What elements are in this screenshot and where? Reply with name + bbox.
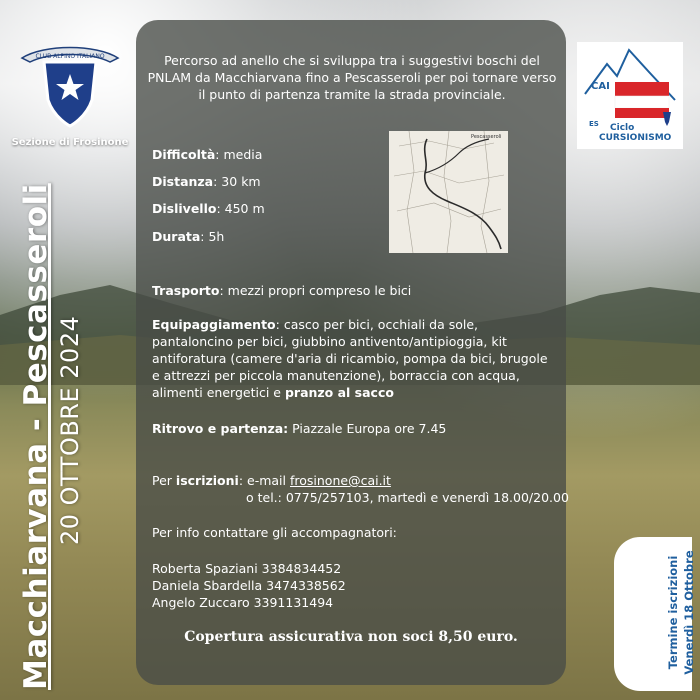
intro-text: Percorso ad anello che si sviluppa tra i suggestivi boschi del PNLAM da Macchiarvana fino a Pescasseroli per poi tornare verso il punto di partenza tramite la strada provinciale. [147,53,557,102]
equipment-label: Equipaggiamento [152,317,276,332]
equipment-text: alimenti energetici e [152,385,285,400]
equipment-block [152,316,562,401]
signup-prefix: Per [152,473,176,488]
transport-label: Trasporto [152,283,220,298]
section-caption: Sezione di Frosinone [11,137,129,148]
equipment-line [152,316,562,333]
detail-distance [152,173,261,190]
equipment-text: : casco per bici, occhiali da sole, [275,317,479,332]
detail-value: : 450 m [216,201,265,216]
meeting-label: Ritrovo e partenza: [152,421,289,436]
deadline-text [665,545,697,680]
deadline-line2: Venerdì 18 Ottobre [682,550,696,675]
emblem-text: CLUB ALPINO ITALIANO [35,53,105,60]
event-date: 20 OTTOBRE 2024 [56,315,84,545]
guide-item: Daniela Sbardella 3474338562 [152,578,346,593]
logo-ciclo-text: Ciclo [610,123,635,133]
signup-phone: o tel.: 0775/257103, martedì e venerdì 18.00/20.00 [246,490,569,505]
logo-es-text: ES [589,120,599,128]
signup-label: iscrizioni [175,473,239,488]
transport-line [152,282,411,299]
meeting-value: Piazzale Europa ore 7.45 [288,421,447,436]
equipment-line [152,384,562,401]
ciclo-escursionismo-logo [577,42,683,149]
equipment-text: antiforatura (camere d'aria di ricambio, pompa da bici, brugole [152,351,548,366]
detail-label: Dislivello [152,201,217,216]
detail-label: Distanza [152,174,214,189]
equipment-bold: pranzo al sacco [284,385,394,400]
detail-elevation [152,200,265,217]
detail-label: Durata [152,229,201,244]
meeting-line [152,420,446,437]
equipment-text: pantaloncino per bici, giubbino antivento/antipioggia, kit [152,334,507,349]
detail-value: : media [215,147,263,162]
info-line: Per info contattare gli accompagnatori: [152,525,397,540]
email-link[interactable]: frosinone@cai.it [289,473,391,488]
route-map [389,131,508,253]
detail-label: Difficoltà [152,147,216,162]
guide-item: Angelo Zuccaro 3391131494 [152,595,334,610]
equipment-text: e attrezzi per piccola manutenzione), borraccia con acqua, [152,368,520,383]
detail-value: : 30 km [213,174,261,189]
transport-value: : mezzi propri compreso le bici [219,283,412,298]
insurance-note: Copertura assicurativa non soci 8,50 euro. [184,629,518,645]
detail-difficulty [152,146,262,163]
map-label: Pescasseroli [471,134,502,140]
detail-value: : 5h [200,229,225,244]
guide-item: Roberta Spaziani 3384834452 [152,561,342,576]
signup-line [152,472,391,489]
event-title: Macchiarvana - Pescasseroli [18,183,54,690]
detail-duration [152,228,224,245]
logo-cursionismo-text: CURSIONISMO [599,133,672,143]
logo-cai-text: CAI [591,81,610,92]
deadline-line1: Termine iscrizioni [666,555,680,670]
signup-email-prefix: : e-mail [238,473,290,488]
cai-logo [14,38,126,134]
